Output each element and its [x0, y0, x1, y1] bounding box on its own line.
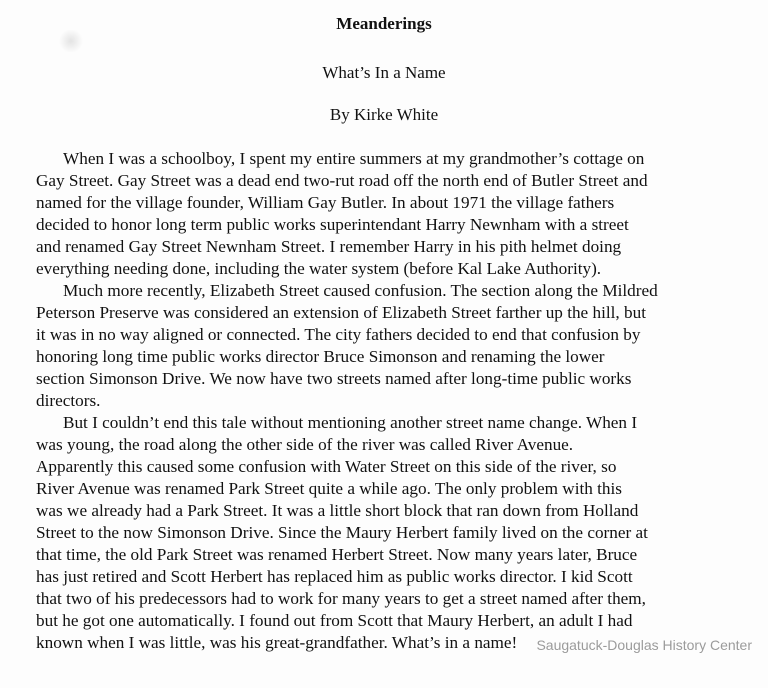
article-subtitle: What’s In a Name	[322, 63, 446, 82]
text-line: River Avenue was renamed Park Street quite a while ago. The only problem with this	[36, 479, 622, 498]
page-title: Meanderings	[336, 14, 432, 33]
text-line: and renamed Gay Street Newnham Street. I remember Harry in his pith helmet doing	[36, 237, 622, 256]
text-line: everything needing done, including the water system (before Kal Lake Authority).	[36, 259, 602, 278]
text-line: has just retired and Scott Herbert has replaced him as public works director. I kid Scott	[36, 567, 633, 586]
text-line: But I couldn’t end this tale without mentioning another street name change. When I	[63, 413, 638, 432]
text-line: Street to the now Simonson Drive. Since the Maury Herbert family lived on the corner at	[36, 523, 648, 542]
article-body	[36, 148, 748, 654]
text-line: Peterson Preserve was considered an extension of Elizabeth Street farther up the hill, but	[36, 303, 646, 322]
text-line: named for the village founder, William Gay Butler. In about 1971 the village fathers	[36, 193, 615, 212]
text-line: that two of his predecessors had to work for many years to get a street named after them,	[36, 589, 646, 608]
text-line: section Simonson Drive. We now have two streets named after long-time public works	[36, 369, 632, 388]
text-line: that time, the old Park Street was renamed Herbert Street. Now many years later, Bruce	[36, 545, 638, 564]
text-line: decided to honor long term public works superintendant Harry Newnham with a street	[36, 215, 629, 234]
text-line: but he got one automatically. I found out from Scott that Maury Herbert, an adult I had	[36, 611, 633, 630]
text-line: it was in no way aligned or connected. The city fathers decided to end that confusion by	[36, 325, 641, 344]
text-line: Apparently this caused some confusion with Water Street on this side of the river, so	[36, 457, 617, 476]
watermark: Saugatuck-Douglas History Center	[536, 637, 752, 653]
text-line: honoring long time public works director Bruce Simonson and renaming the lower	[36, 347, 605, 366]
text-line: When I was a schoolboy, I spent my entire summers at my grandmother’s cottage on	[63, 149, 645, 168]
byline: By Kirke White	[329, 105, 439, 124]
text-line: was we already had a Park Street. It was a little short block that ran down from Holland	[36, 501, 639, 520]
text-line: Gay Street. Gay Street was a dead end two-rut road off the north end of Butler Street and	[36, 171, 648, 190]
text-line: directors.	[36, 391, 101, 410]
text-line: was young, the road along the other side of the river was called River Avenue.	[36, 435, 574, 454]
text-line: Much more recently, Elizabeth Street caused confusion. The section along the Mildred	[63, 281, 658, 300]
text-line: known when I was little, was his great-grandfather. What’s in a name!	[36, 633, 518, 652]
